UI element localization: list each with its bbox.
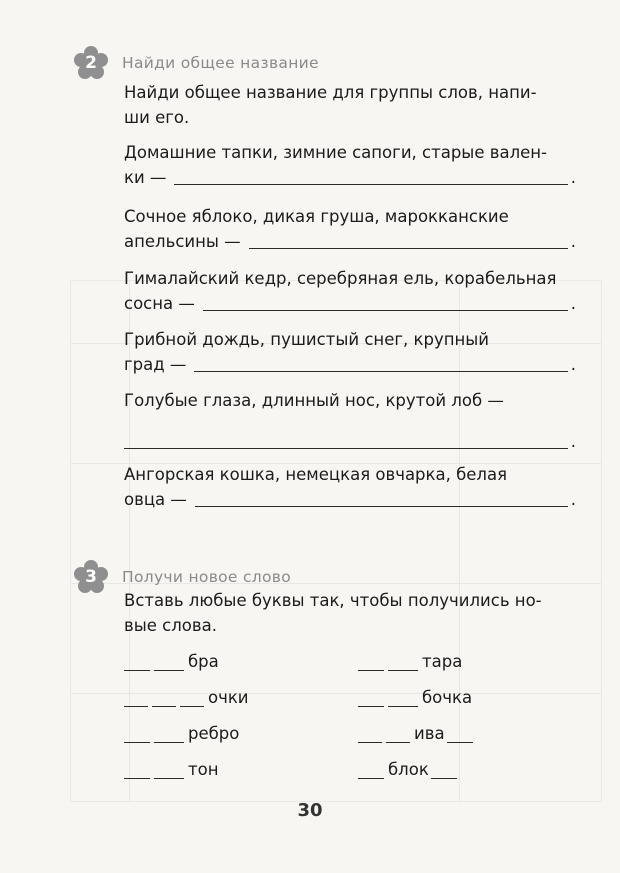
word-left [124, 760, 219, 779]
word-part: очки [208, 688, 249, 707]
answer-blank[interactable] [249, 247, 568, 249]
answer-blank[interactable] [194, 370, 567, 372]
word-right [358, 724, 477, 743]
letter-blank[interactable] [124, 724, 150, 743]
item-text: град — [124, 355, 187, 374]
letter-blank[interactable] [124, 688, 148, 707]
word-part: тара [422, 652, 463, 671]
word-left [124, 688, 249, 707]
instruction-line: Найди общее название для группы слов, напи- [124, 83, 537, 102]
word-row [124, 652, 584, 676]
word-left [124, 724, 239, 743]
task-3-instruction [124, 588, 576, 638]
item-text: овца — [124, 490, 187, 509]
period: . [570, 294, 576, 313]
item-text: Ангорская кошка, немецкая овчарка, белая [124, 465, 508, 484]
item-text: Грибной дождь, пушистый снег, крупный [124, 330, 490, 349]
item-text: сосна — [124, 294, 195, 313]
letter-blank[interactable] [388, 688, 418, 707]
period: . [570, 232, 576, 251]
task-title: Получи новое слово [122, 568, 292, 586]
letter-blank[interactable] [154, 760, 184, 779]
task-2-item-6 [124, 462, 576, 512]
word-part: бра [188, 652, 219, 671]
letter-blank[interactable] [152, 688, 176, 707]
letter-blank[interactable] [180, 688, 204, 707]
word-part: бочка [422, 688, 473, 707]
item-text: Домашние тапки, зимние сапоги, старые вален- [124, 143, 548, 162]
letter-blank[interactable] [431, 760, 457, 779]
answer-blank[interactable] [124, 447, 568, 449]
instruction-line: вые слова. [124, 616, 217, 635]
word-part: ива [414, 724, 445, 743]
task-2-instruction [124, 80, 576, 130]
letter-blank[interactable] [447, 724, 473, 743]
answer-blank[interactable] [203, 309, 568, 311]
item-text: Гималайский кедр, серебряная ель, корабельная [124, 269, 557, 288]
task-number: 2 [85, 53, 97, 73]
item-text: апельсины — [124, 232, 241, 251]
item-text: Сочное яблоко, дикая груша, марокканские [124, 207, 509, 226]
word-part: блок [388, 760, 429, 779]
word-row [124, 688, 584, 712]
word-right [358, 688, 472, 707]
instruction-line: ши его. [124, 108, 190, 127]
task-2-item-5 [124, 388, 576, 454]
letter-blank[interactable] [124, 652, 150, 671]
task-2-header [74, 46, 319, 80]
instruction-line: Вставь любые буквы так, чтобы получились но- [124, 591, 542, 610]
item-text: Голубые глаза, длинный нос, крутой лоб — [124, 391, 504, 410]
period: . [570, 490, 576, 509]
letter-blank[interactable] [358, 652, 384, 671]
task-number: 3 [85, 567, 97, 587]
period: . [570, 432, 576, 451]
word-part: тон [188, 760, 219, 779]
word-part: ребро [188, 724, 240, 743]
letter-blank[interactable] [388, 652, 418, 671]
task-2-item-1 [124, 140, 576, 190]
task-2-item-4 [124, 327, 576, 377]
letter-blank[interactable] [154, 724, 184, 743]
task-2-item-3 [124, 266, 576, 316]
letter-blank[interactable] [358, 724, 382, 743]
letter-blank[interactable] [124, 760, 150, 779]
word-right [358, 760, 461, 779]
word-left [124, 652, 219, 671]
period: . [570, 355, 576, 374]
word-row [124, 724, 584, 748]
letter-blank[interactable] [386, 724, 410, 743]
task-2-item-2 [124, 204, 576, 254]
letter-blank[interactable] [154, 652, 184, 671]
word-right [358, 652, 462, 671]
flower-badge-icon [74, 46, 108, 80]
letter-blank[interactable] [358, 760, 384, 779]
word-row [124, 760, 584, 784]
page-number: 30 [297, 800, 323, 821]
answer-blank[interactable] [195, 505, 568, 507]
item-text: ки — [124, 168, 167, 187]
answer-blank[interactable] [174, 183, 567, 185]
task-title: Найди общее название [122, 54, 319, 72]
period: . [570, 168, 576, 187]
flower-badge-icon [74, 560, 108, 594]
letter-blank[interactable] [358, 688, 384, 707]
